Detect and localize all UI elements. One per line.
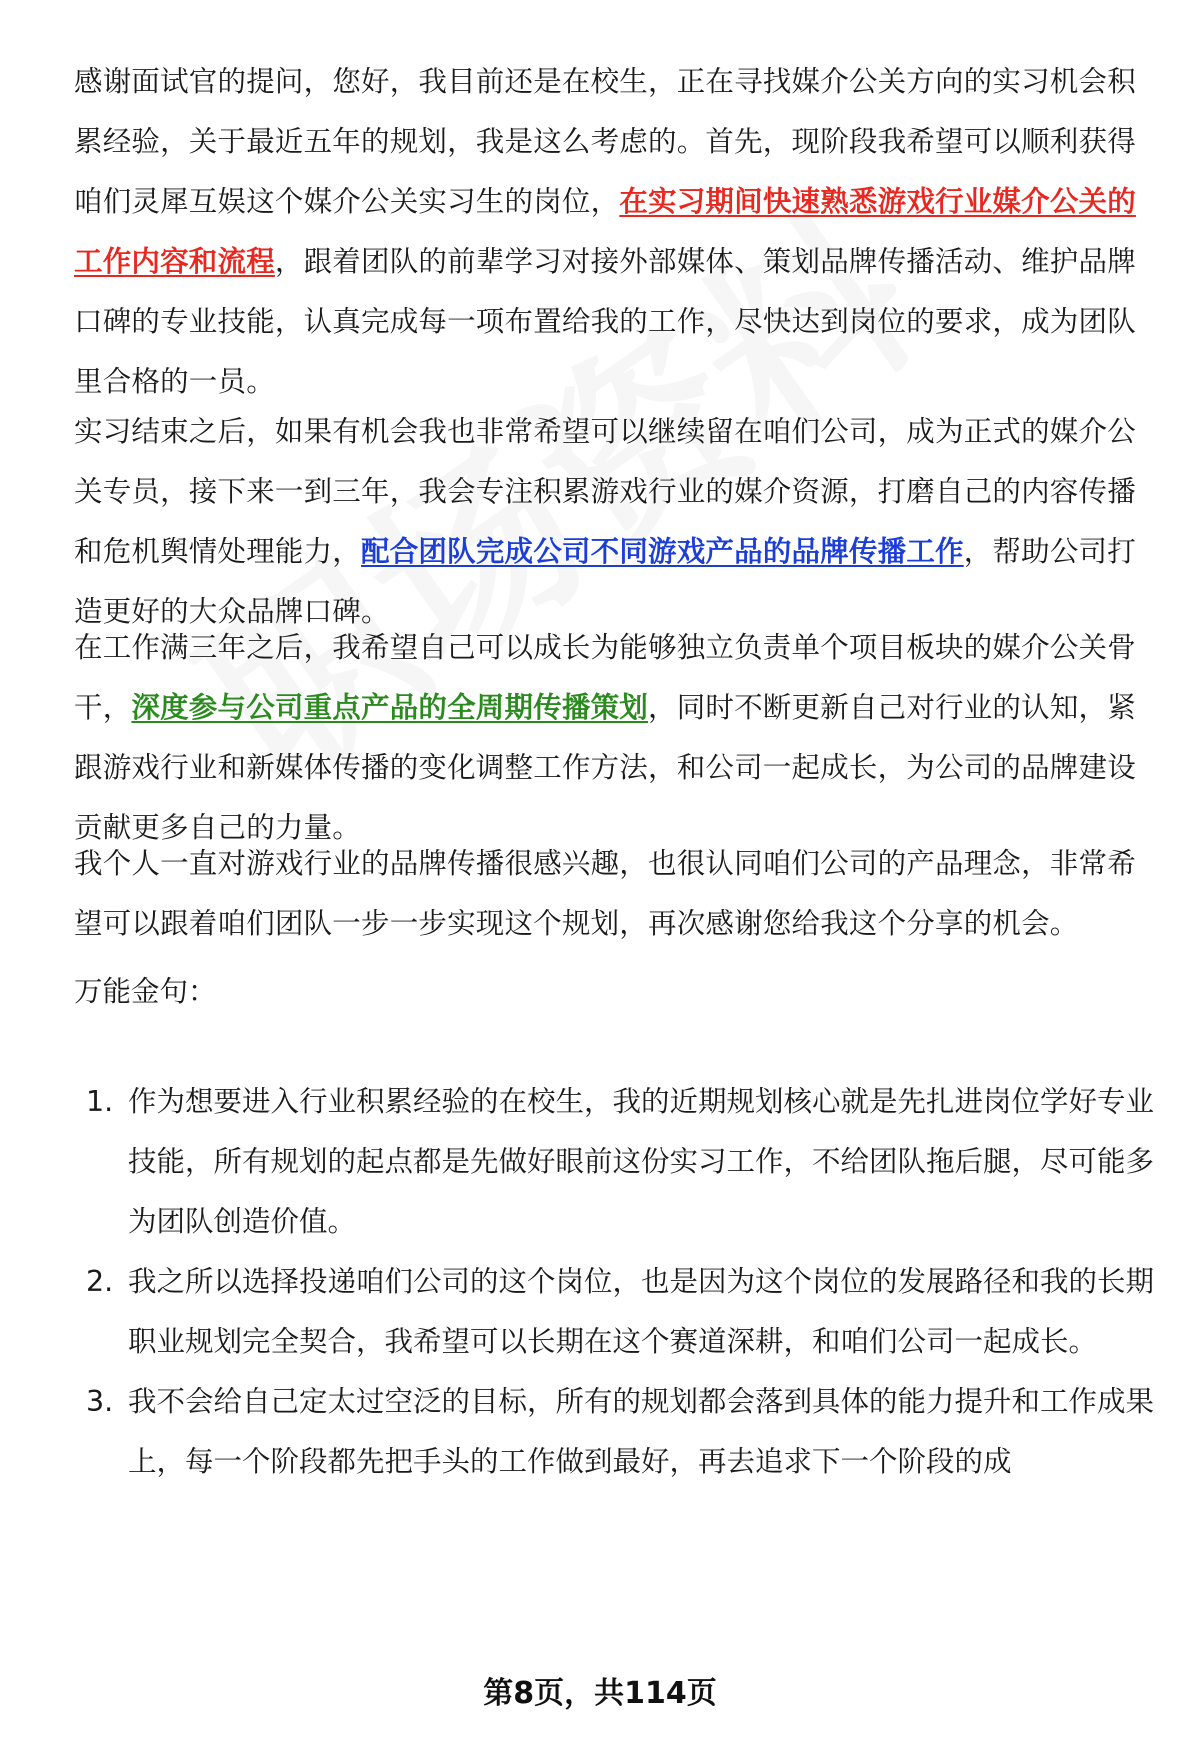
list-item [74, 1072, 1154, 1252]
list-number: 3. [86, 1385, 114, 1418]
list-item-text: 我之所以选择投递咱们公司的这个岗位，也是因为这个岗位的发展路径和我的长期职业规划完全契合，我希望可以长期在这个赛道深耕，和咱们公司一起成长。 [128, 1265, 1155, 1358]
page-footer: 第8页，共114页 [483, 1676, 717, 1711]
list-number: 1. [86, 1085, 114, 1118]
list-number: 2. [86, 1265, 114, 1298]
paragraph-3-text: 在工作满三年之后，我希望自己可以成长为能够独立负责单个项目板块的媒介公关骨干， [74, 631, 1136, 724]
section-label: 万能金句： [74, 975, 217, 1008]
paragraph-1-text-tail: ，跟着团队的前辈学习对接外部媒体、策划品牌传播活动、维护品牌口碑的专业技能，认真完成每一项布置给我的工作，尽快达到岗位的要求，成为团队里合格的一员。 [74, 245, 1136, 398]
list-item-text: 我不会给自己定太过空泛的目标，所有的规划都会落到具体的能力提升和工作成果上，每一个阶段都先把手头的工作做到最好，再去追求下一个阶段的成 [128, 1385, 1155, 1478]
paragraph-3 [74, 618, 1154, 858]
tips-list [74, 1072, 1154, 1492]
list-item-text: 作为想要进入行业积累经验的在校生，我的近期规划核心就是先扎进岗位学好专业技能，所有规划的起点都是先做好眼前这份实习工作，不给团队拖后腿，尽可能多为团队创造价值。 [128, 1085, 1155, 1238]
list-item [74, 1252, 1154, 1372]
list-item [74, 1372, 1154, 1492]
paragraph-3-text-tail: ，同时不断更新自己对行业的认知，紧跟游戏行业和新媒体传播的变化调整工作方法，和公司一起成长，为公司的品牌建设贡献更多自己的力量。 [74, 691, 1136, 844]
highlight-red: 在实习期间快速熟悉游戏行业媒介公关的工作内容和流程 [74, 185, 1136, 278]
highlight-green: 深度参与公司重点产品的全周期传播策划 [131, 691, 649, 724]
paragraph-1 [74, 52, 1154, 412]
paragraph-2 [74, 402, 1154, 642]
paragraph-4: 我个人一直对游戏行业的品牌传播很感兴趣，也很认同咱们公司的产品理念，非常希望可以跟着咱们团队一步一步实现这个规划，再次感谢您给我这个分享的机会。 [74, 847, 1136, 940]
paragraph-1-text: 感谢面试官的提问，您好，我目前还是在校生，正在寻找媒介公关方向的实习机会积累经验，关于最近五年的规划，我是这么考虑的。首先，现阶段我希望可以顺利获得咱们灵犀互娱这个媒介公关实习生的岗位， [74, 65, 1136, 218]
paragraph-2-text: 实习结束之后，如果有机会我也非常希望可以继续留在咱们公司，成为正式的媒介公关专员，接下来一到三年，我会专注积累游戏行业的媒介资源，打磨自己的内容传播和危机舆情处理能力， [74, 415, 1136, 568]
highlight-blue: 配合团队完成公司不同游戏产品的品牌传播工作 [361, 535, 964, 568]
paragraph-2-text-tail: ，帮助公司打造更好的大众品牌口碑。 [74, 535, 1136, 628]
